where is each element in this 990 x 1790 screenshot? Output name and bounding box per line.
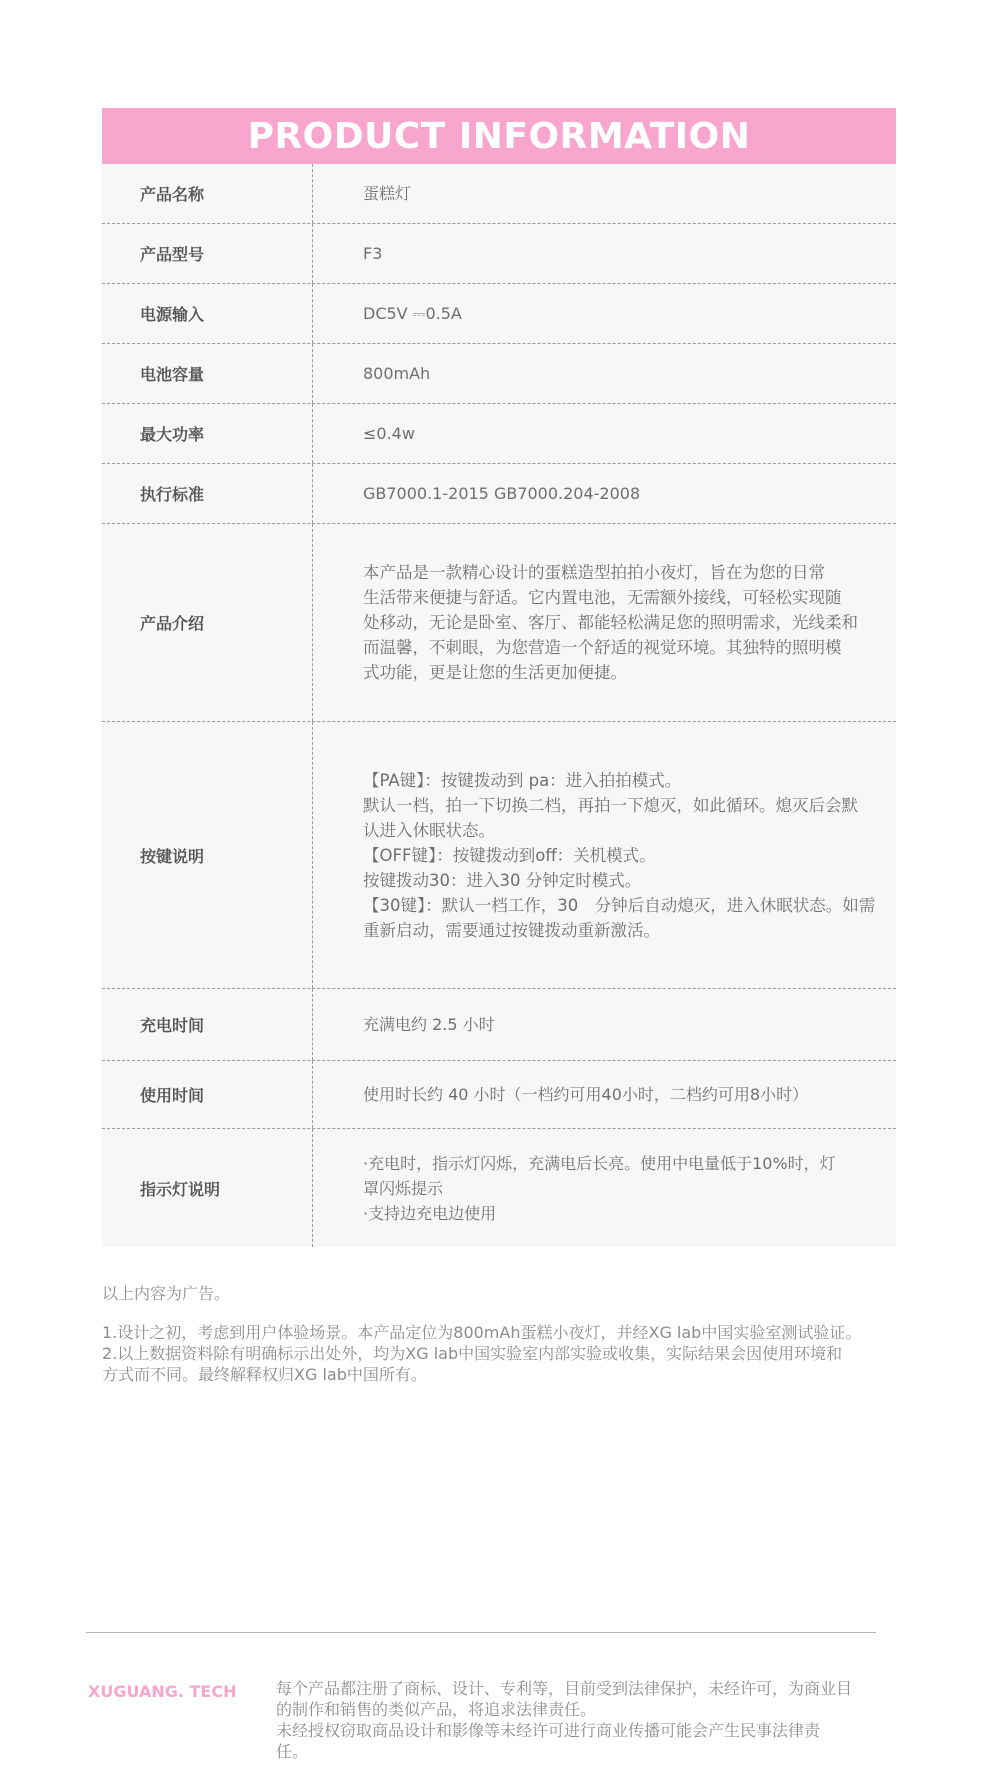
spec-label: 指示灯说明 bbox=[102, 1129, 313, 1247]
spec-value-line: 使用时长约 40 小时（一档约可用40小时，二档约可用8小时） bbox=[363, 1085, 809, 1104]
spec-value-line: 处移动，无论是卧室、客厅、都能轻松满足您的照明需求，光线柔和 bbox=[363, 613, 858, 632]
table-row bbox=[102, 284, 896, 344]
spec-value-line: F3 bbox=[363, 244, 383, 263]
divider bbox=[86, 1632, 876, 1633]
spec-value bbox=[313, 1129, 896, 1247]
table-row bbox=[102, 989, 896, 1061]
table-row bbox=[102, 464, 896, 524]
spec-value-line: 按键拨动30：进入30 分钟定时模式。 bbox=[363, 870, 642, 890]
legal-line: 的制作和销售的类似产品，将追求法律责任。 bbox=[276, 1700, 597, 1719]
spec-value-line: 【PA键】：按键拨动到 pa：进入拍拍模式。 bbox=[363, 770, 682, 790]
spec-value-line: 式功能，更是让您的生活更加便捷。 bbox=[363, 663, 627, 682]
spec-value bbox=[313, 284, 896, 343]
spec-value-line: 充满电约 2.5 小时 bbox=[363, 1015, 495, 1034]
spec-value bbox=[313, 344, 896, 403]
spec-table bbox=[102, 164, 896, 1247]
spec-label: 电池容量 bbox=[102, 344, 313, 403]
spec-value-line: DC5V ⎓0.5A bbox=[363, 304, 462, 323]
spec-value-line: 罩闪烁提示 bbox=[363, 1178, 444, 1198]
spec-value bbox=[313, 722, 903, 988]
table-row bbox=[102, 404, 896, 464]
spec-value-line: 【30键】：默认一档工作，30 分钟后自动熄灭，进入休眠状态。如需 bbox=[363, 895, 876, 915]
spec-value bbox=[313, 404, 896, 463]
spec-value bbox=[313, 164, 896, 223]
spec-value-line: 默认一档，拍一下切换二档，再拍一下熄灭，如此循环。熄灭后会默 bbox=[363, 795, 858, 815]
spec-value-line: 生活带来便捷与舒适。它内置电池，无需额外接线，可轻松实现随 bbox=[363, 588, 842, 607]
spec-value-line: 800mAh bbox=[363, 364, 431, 383]
spec-label: 电源输入 bbox=[102, 284, 313, 343]
spec-value-line: ·充电时，指示灯闪烁，充满电后长亮。使用中电量低于10%时，灯 bbox=[363, 1153, 836, 1173]
ad-disclaimer: 以上内容为广告。 bbox=[102, 1284, 231, 1303]
spec-value bbox=[313, 989, 896, 1060]
table-row bbox=[102, 722, 896, 989]
spec-value-line: 【OFF键】：按键拨动到off：关机模式。 bbox=[363, 845, 656, 865]
note-line: 方式而不同。最终解释权归XG lab中国所有。 bbox=[102, 1365, 427, 1384]
note-line: 2.以上数据资料除有明确标示出处外，均为XG lab中国实验室内部实验或收集，实际结果会因使用环境和 bbox=[102, 1344, 843, 1363]
spec-value-line: GB7000.1-2015 GB7000.204-2008 bbox=[363, 484, 641, 503]
page-title: PRODUCT INFORMATION bbox=[102, 108, 896, 164]
spec-value bbox=[313, 1061, 896, 1128]
spec-value-line: 本产品是一款精心设计的蛋糕造型拍拍小夜灯，旨在为您的日常 bbox=[363, 563, 825, 582]
spec-value-line: 而温馨，不刺眼，为您营造一个舒适的视觉环境。其独特的照明模 bbox=[363, 638, 842, 657]
notes bbox=[102, 1283, 902, 1385]
spec-label: 产品名称 bbox=[102, 164, 313, 223]
table-row bbox=[102, 224, 896, 284]
table-row bbox=[102, 524, 896, 722]
spec-label: 执行标准 bbox=[102, 464, 313, 523]
legal-line: 任。 bbox=[276, 1742, 309, 1761]
legal-line: 未经授权窃取商品设计和影像等未经许可进行商业传播可能会产生民事法律责 bbox=[276, 1721, 821, 1740]
brand-logo: XUGUANG. TECH bbox=[88, 1682, 237, 1701]
spec-label: 按键说明 bbox=[102, 722, 313, 988]
spec-label: 最大功率 bbox=[102, 404, 313, 463]
table-row bbox=[102, 164, 896, 224]
legal-notice bbox=[276, 1678, 896, 1762]
table-row bbox=[102, 344, 896, 404]
spec-value-line: ·支持边充电边使用 bbox=[363, 1203, 497, 1223]
spec-value-line: 重新启动，需要通过按键拨动重新激活。 bbox=[363, 920, 660, 940]
spec-label: 充电时间 bbox=[102, 989, 313, 1060]
table-row bbox=[102, 1061, 896, 1129]
spec-value bbox=[313, 464, 896, 523]
spec-value bbox=[313, 224, 896, 283]
spec-value bbox=[313, 524, 896, 721]
spec-label: 产品型号 bbox=[102, 224, 313, 283]
spec-value-line: 蛋糕灯 bbox=[363, 184, 412, 203]
spec-label: 产品介绍 bbox=[102, 524, 313, 721]
note-line: 1.设计之初，考虑到用户体验场景。本产品定位为800mAh蛋糕小夜灯，并经XG lab中国实验室测试验证。 bbox=[102, 1323, 862, 1342]
legal-line: 每个产品都注册了商标、设计、专利等，目前受到法律保护，未经许可，为商业目 bbox=[276, 1679, 853, 1698]
spec-value-line: ≤0.4w bbox=[363, 424, 415, 443]
spec-value-line: 认进入休眠状态。 bbox=[363, 820, 495, 840]
spec-label: 使用时间 bbox=[102, 1061, 313, 1128]
table-row bbox=[102, 1129, 896, 1247]
